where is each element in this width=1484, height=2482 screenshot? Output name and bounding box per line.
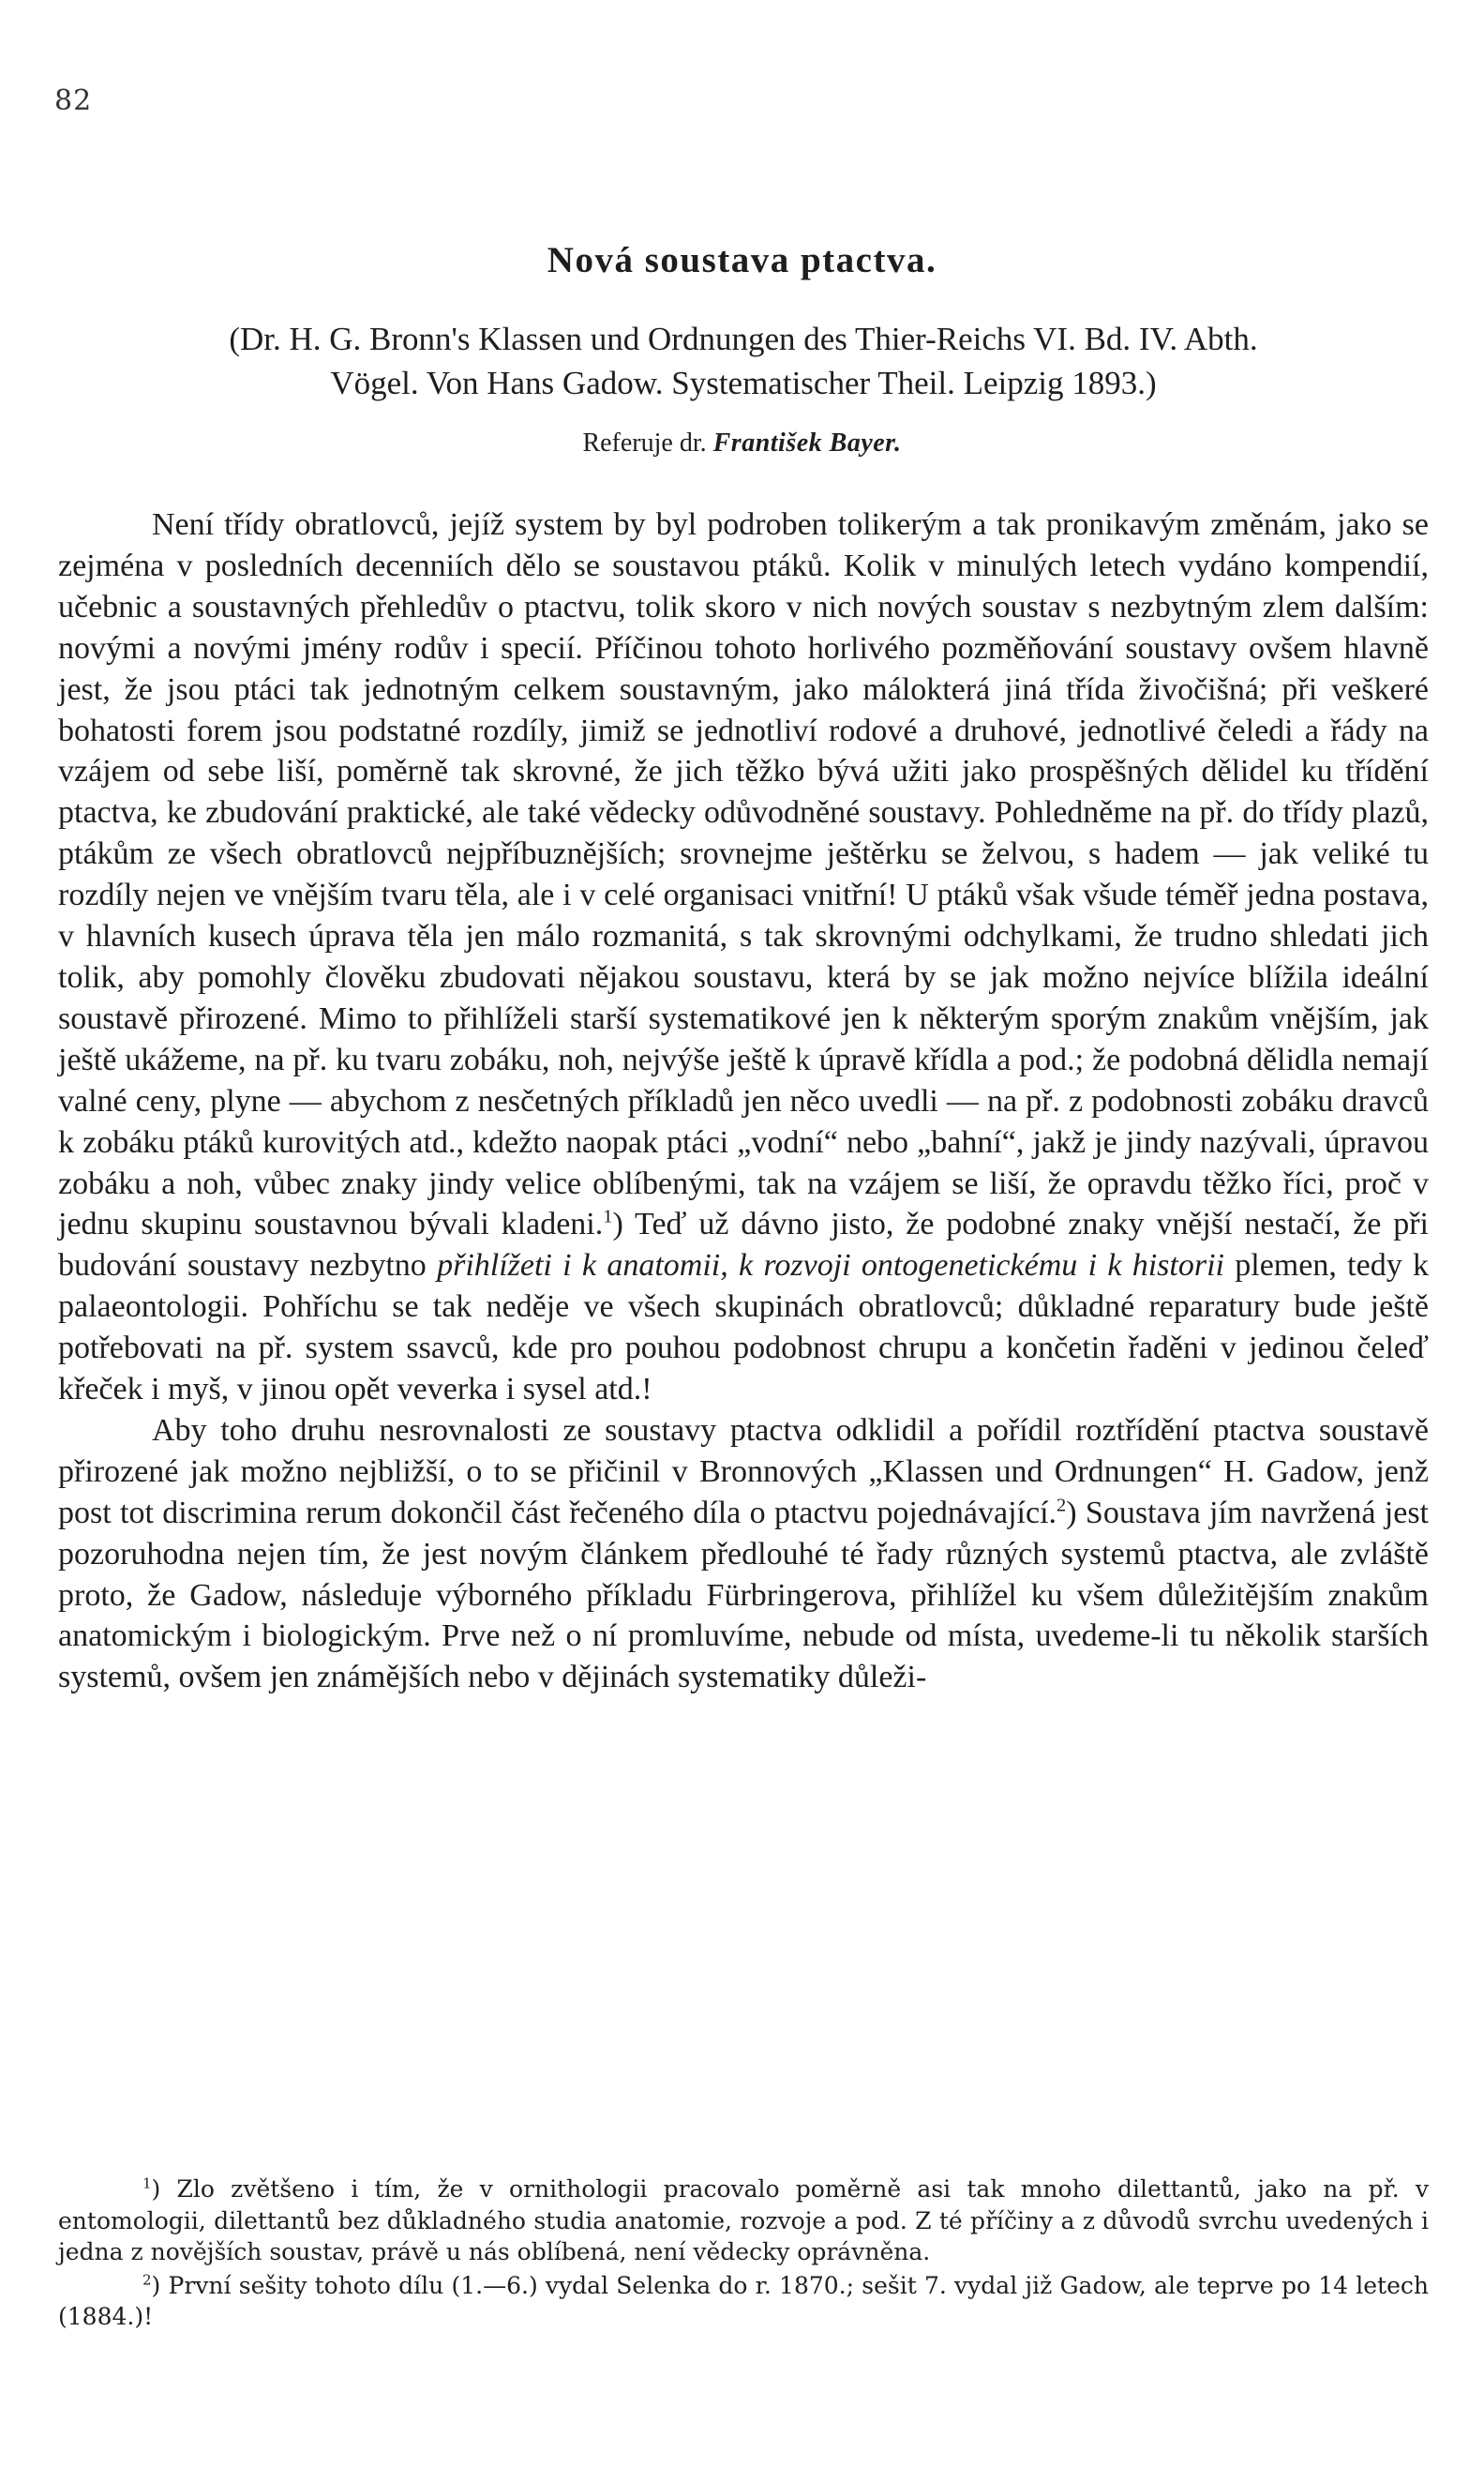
footnote-2: $^2$) První sešity tohoto dílu (1.—6.) vydal Selenka do r. 1870.; sešit 7. vydal již Gadow, ale teprve po 14 letech (1884.)! <box>58 2271 1429 2330</box>
article-subtitle <box>54 317 1432 405</box>
paragraph-1-part-1: Není třídy obratlovců, jejíž system by byl podroben tolikerým a tak pronikavým změnám, jako se zejména v posledních decenniích dělo se soustavou ptáků. Kolik v minulých letech vydáno kompendií, učebnic a soustavných přehledův o ptactvu, tolik skoro v nich nových soustav s nezbytným zlem dalším: novými a novými jmény rodův i specií. Příčinou tohoto horlivého pozměňování soustavy ovšem hlavně jest, že jsou ptáci tak jednotným celkem soustavným, jako málokterá jiná třída živočišná; při veškeré bohatosti forem jsou podstatné rozdíly, jimiž se jednotliví rodové a druhové, jednotlivé čeledi a řády na vzájem od sebe liší, poměrně tak skrovné, že jich těžko bývá užiti jako prospěšných dělidel ku třídění ptactva, ke zbudování praktické, ale také vědecky odůvodněné soustavy. Pohledněme na př. do třídy plazů, ptákům ze všech obratlovců nejpříbuznějších; srovnejme ještěrku se želvou, s hadem — jak veliké tu rozdíly nejen ve vnějším tvaru těla, ale i v celé organisaci vnitřní! U ptáků však všude téměř jedna postava, v hlavních kusech úprava těla jen málo rozmanitá, s tak skrovnými odchylkami, že trudno shledati jich tolik, aby pomohly člověku zbudovati nějakou soustavu, která by se jak možno nejvíce blížila ideální soustavě přirozené. Mimo to přihlíželi starší systematikové jen k některým sporým znakům vnějším, jak ještě ukážeme, na př. ku tvaru zobáku, noh, nejvýše ještě k úpravě křídla a pod.; že podobná dělidla nemají valné ceny, plyne — abychom z nesčetných příkladů jen něco uvedli — na př. z podobnosti zobáku dravců k zobáku ptáků kurovitých atd., kdežto naopak ptáci „vodní“ nebo „bahní“, jakž je jindy nazývali, úpravou zobáku a noh, vůbec znaky jindy velice oblíbenými, tak na vzájem se liší, že opravdu těžko říci, proč v jednu skupinu soustavnou bývali kladeni. <box>58 507 1429 1242</box>
referee-line <box>0 429 1484 459</box>
referee-author: František Bayer. <box>712 429 902 458</box>
subtitle-line-1: (Dr. H. G. Bronn's Klassen und Ordnungen des Thier-Reichs VI. Bd. IV. Abth. <box>229 321 1258 357</box>
footnote-1-mark: 1 <box>142 2174 152 2192</box>
paragraph-1-part-3: plemen, tedy k palaeontologii. Pohříchu se tak neděje ve všech skupinách obratlovců; důkladné reparatury bude ještě potřebovati na př. system ssavců, kde pro pouhou podobnost chrupu a končetin řaděni v jedinou čeleď křeček i myš, v jinou opět veverka i sysel atd.! <box>58 1248 1429 1407</box>
article-title: Nová soustava ptactva. <box>547 240 937 280</box>
paragraph-2-part-2: Soustava jím navržená jest pozoruhodna nejen tím, že jest novým článkem předlouhé té řady různých systemů ptactva, ale zvláště proto, že Gadow, následuje výborného příkladu Fürbringerova, přihlížel ku všem důležitějším znakům anatomickým i biologickým. Prve než o ní promluvíme, nebude od místa, uvedeme-li tu několik starších systemů, ovšem jen známějších nebo v dějinách systematiky důleži- <box>58 1495 1429 1695</box>
paragraph-1: Není třídy obratlovců, jejíž system by byl podroben tolikerým a tak pronikavým změnám, jako se zejména v posledních decenniích dělo se soustavou ptáků. Kolik v minulých letech vydáno kompendií, učebnic a soustavných přehledův o ptactvu, tolik skoro v nich nových soustav s nezbytným zlem dalším: novými a novými jmény rodův i specií. Příčinou tohoto horlivého pozměňování soustavy ovšem hlavně jest, že jsou ptáci tak jednotným celkem soustavným, jako málokterá jiná třída živočišná; při veškeré bohatosti forem jsou podstatné rozdíly, jimiž se jednotliví rodové a druhové, jednotlivé čeledi a řády na vzájem od sebe liší, poměrně tak skrovné, že jich těžko bývá užiti jako prospěšných dělidel ku třídění ptactva, ke zbudování praktické, ale také vědecky odůvodněné soustavy. Pohledněme na př. do třídy plazů, ptákům ze všech obratlovců nejpříbuznějších; srovnejme ještěrku se želvou, s hadem — jak veliké tu rozdíly nejen ve vnějším tvaru těla, ale i v celé organisaci vnitřní! U ptáků však všude téměř jedna postava, v hlavních kusech úprava těla jen málo rozmanitá, s tak skrovnými odchylkami, že trudno shledati jich tolik, aby pomohly člověku zbudovati nějakou soustavu, která by se jak možno nejvíce blížila ideální soustavě přirozené. Mimo to přihlíželi starší systematikové jen k některým sporým znakům vnějším, jak ještě ukážeme, na př. ku tvaru zobáku, noh, nejvýše ještě k úpravě křídla a pod.; že podobná dělidla nemají valné ceny, plyne — abychom z nesčetných příkladů jen něco uvedli — na př. z podobnosti zobáku dravců k zobáku ptáků kurovitých atd., kdežto naopak ptáci „vodní“ nebo „bahní“, jakž je jindy nazývali, úpravou zobáku a noh, vůbec znaky jindy velice oblíbenými, tak na vzájem se liší, že opravdu těžko říci, proč v jednu skupinu soustavnou bývali kladeni.$^1$) Teď už dávno jisto, že podobné znaky vnější nestačí, že při budování soustavy nezbytno přihlížeti i k anatomii, k rozvoji ontogenetickému i k historii plemen, tedy k palaeontologii. Pohříchu se tak neděje ve všech skupinách obratlovců; důkladné reparatury bude ještě potřebovati na př. system ssavců, kde pro pouhou podobnost chrupu a končetin řaděni v jedinou čeleď křeček i myš, v jinou opět veverka i sysel atd.! <box>58 507 1429 1407</box>
page-number: 82 <box>54 84 93 117</box>
paragraph-1-part-2: Teď už dávno jisto, že podobné znaky vnější nestačí, že při budování soustavy nezbytno <box>58 1207 1429 1284</box>
footnote-ref-2[interactable]: 2 <box>1057 1495 1067 1516</box>
footnote-2-mark: 2 <box>142 2271 152 2289</box>
article-body <box>58 504 1429 1698</box>
referee-prefix: Referuje dr. <box>582 429 707 458</box>
footnote-ref-1[interactable]: 1 <box>603 1207 613 1228</box>
footnote-1-text: Zlo zvětšeno i tím, že v ornithologii pracovalo poměrně asi tak mnoho dilettantů, jako na př. v entomologii, dilettantů bez důkladného studia anatomie, rozvoje a pod. Z té příčiny a z důvodů svrchu uvedených i jedna z novějších soustav, právě u nás oblíbená, není vědecky oprávněna. <box>58 2175 1429 2265</box>
footnote-1: $^1$) Zlo zvětšeno i tím, že v ornithologii pracovalo poměrně asi tak mnoho dilettantů, jako na př. v entomologii, dilettantů bez důkladného studia anatomie, rozvoje a pod. Z té příčiny a z důvodů svrchu uvedených i jedna z novějších soustav, právě u nás oblíbená, není vědecky oprávněna. <box>58 2174 1429 2265</box>
subtitle-line-2: Vögel. Von Hans Gadow. Systematischer Theil. Leipzig 1893.) <box>330 365 1157 401</box>
footnote-2-text: První sešity tohoto dílu (1.—6.) vydal Selenka do r. 1870.; sešit 7. vydal již Gadow, ale teprve po 14 letech (1884.)! <box>58 2271 1429 2330</box>
paragraph-1-emphasis: přihlížeti i k anatomii, k rozvoji ontogenetickému i k historii <box>437 1248 1224 1284</box>
paragraph-2-part-1: Aby toho druhu nesrovnalosti ze soustavy ptactva odklidil a pořídil roztřídění ptactva soustavě přirozené jak možno nejbližší, o to se přičinil v Bronnových „Klassen und Ordnungen“ H. Gadow, jenž post tot discrimina rerum dokončil část řečeného díla o ptactvu pojednávající. <box>58 1412 1429 1530</box>
paragraph-2: Aby toho druhu nesrovnalosti ze soustavy ptactva odklidil a pořídil roztřídění ptactva soustavě přirozené jak možno nejbližší, o to se přičinil v Bronnových „Klassen und Ordnungen“ H. Gadow, jenž post tot discrimina rerum dokončil část řečeného díla o ptactvu pojednávající.$^2$) Soustava jím navržená jest pozoruhodna nejen tím, že jest novým článkem předlouhé té řady různých systemů ptactva, ale zvláště proto, že Gadow, následuje výborného příkladu Fürbringerova, přihlížel ku všem důležitějším znakům anatomickým i biologickým. Prve než o ní promluvíme, nebude od místa, uvedeme-li tu několik starších systemů, ovšem jen známějších nebo v dějinách systematiky důleži- <box>58 1412 1429 1695</box>
footnotes <box>58 2174 1429 2335</box>
